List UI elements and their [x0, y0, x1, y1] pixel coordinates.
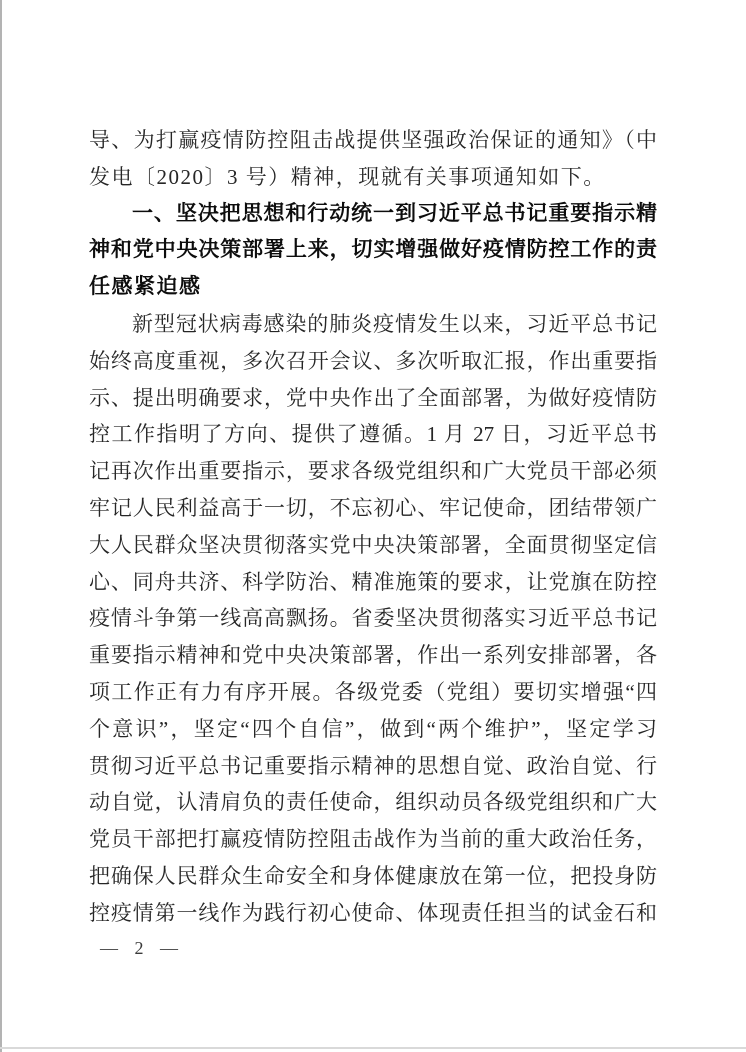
- document-line: 疫情斗争第一线高高飘扬。省委坚决贯彻落实习近平总书记: [89, 606, 657, 631]
- document-line: 示、提出明确要求，党中央作出了全面部署，为做好疫情防: [89, 385, 657, 410]
- section-heading-line: 一、坚决把思想和行动统一到习近平总书记重要指示精: [132, 201, 657, 225]
- document-body-text: [89, 122, 657, 932]
- document-line: 动自觉，认清肩负的责任使命，组织动员各级党组织和广大: [89, 790, 657, 815]
- document-line: 牢记人民利益高于一切，不忘初心、牢记使命，团结带领广: [89, 495, 657, 520]
- document-line: 记再次作出重要指示，要求各级党组织和广大党员干部必须: [89, 459, 657, 484]
- page-bottom-scan-edge: [0, 1047, 746, 1049]
- document-line: 贯彻习近平总书记重要指示精神的思想自觉、政治自觉、行: [89, 753, 657, 778]
- document-line: 把确保人民群众生命安全和身体健康放在第一位，把投身防: [89, 863, 657, 888]
- document-line: 党员干部把打赢疫情防控阻击战作为当前的重大政治任务，: [89, 827, 657, 852]
- section-heading-line: 神和党中央决策部署上来，切实增强做好疫情防控工作的责: [89, 238, 657, 262]
- page-left-scan-edge: [0, 0, 2, 1052]
- document-line: 新型冠状病毒感染的肺炎疫情发生以来，习近平总书记: [132, 311, 657, 336]
- document-line: 控工作指明了方向、提供了遵循。1 月 27 日，习近平总书: [89, 422, 657, 447]
- document-line: 大人民群众坚决贯彻落实党中央决策部署，全面贯彻坚定信: [89, 532, 657, 557]
- section-heading-line: 任感紧迫感: [89, 275, 202, 299]
- document-line: 导、为打赢疫情防控阻击战提供坚强政治保证的通知》（中: [89, 128, 657, 152]
- document-line: 始终高度重视，多次召开会议、多次听取汇报，作出重要指: [89, 348, 657, 373]
- document-line: 重要指示精神和党中央决策部署，作出一系列安排部署，各: [89, 643, 657, 668]
- page-number: — 2 —: [100, 938, 184, 958]
- document-line: 发电〔2020〕3 号）精神，现就有关事项通知如下。: [89, 164, 606, 189]
- document-line: 心、同舟共济、科学防治、精准施策的要求，让党旗在防控: [89, 569, 657, 594]
- document-line: 项工作正有力有序开展。各级党委（党组）要切实增强“四: [89, 679, 657, 704]
- document-line: 控疫情第一线作为践行初心使命、体现责任担当的试金石和: [89, 900, 657, 925]
- document-line: 个意识”，坚定“四个自信”，做到“两个维护”，坚定学习: [89, 716, 657, 741]
